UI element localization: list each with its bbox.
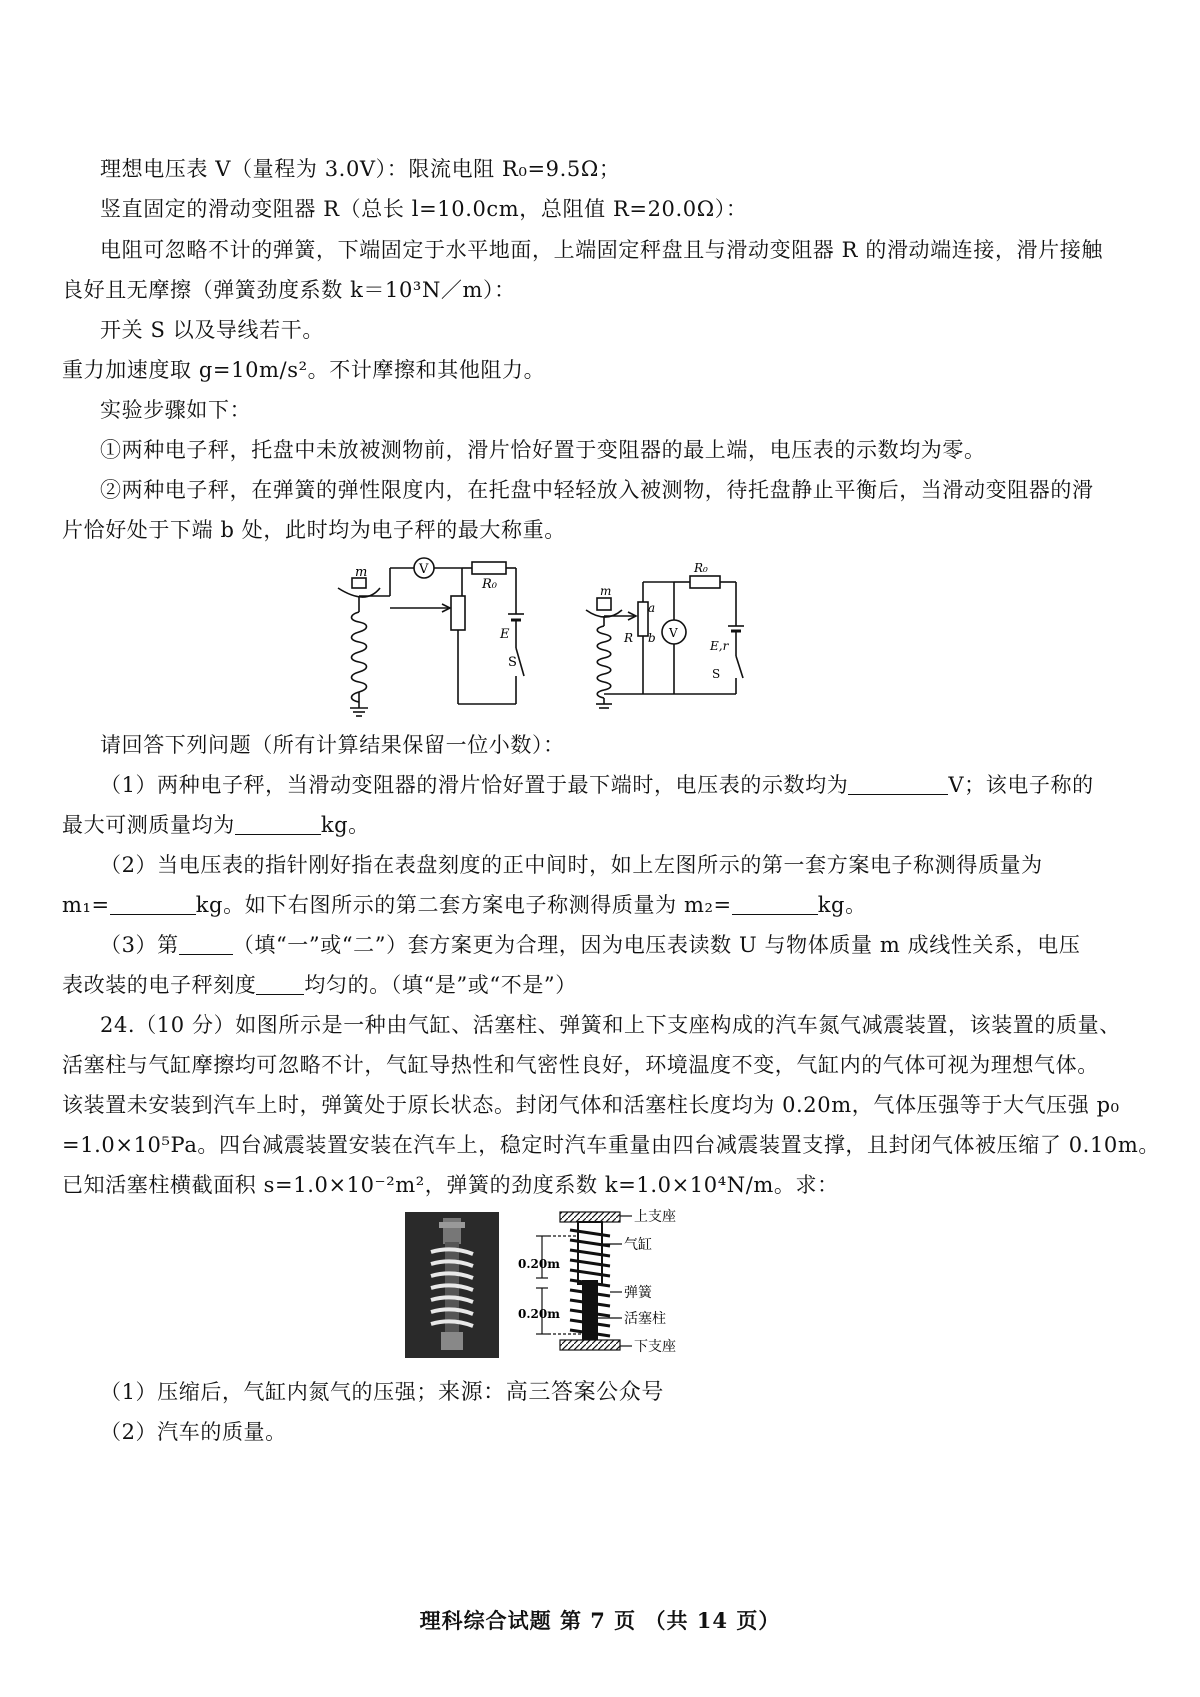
question-2-line-1: （2）当电压表的指针刚好指在表盘刻度的正中间时，如上左图所示的第一套方案电子称测得质量为 [100, 853, 1043, 877]
label-bottom-support: 下支座 [634, 1339, 676, 1355]
right-circuit-diagram [582, 560, 757, 710]
gravity-line: 重力加速度取 g=10m/s²。不计摩擦和其他阻力。 [62, 358, 546, 382]
question-3-line-2: 表改装的电子秤刻度 均匀的。（填“是”或“不是”） [62, 973, 577, 997]
sub-question-2: （2）汽车的质量。 [100, 1420, 287, 1444]
rheostat-line: 竖直固定的滑动变阻器 R（总长 l=10.0cm，总阻值 R=20.0Ω）： [100, 197, 748, 221]
question-3-line-1: （3）第 （填“一”或“二”）套方案更为合理，因为电压表读数 U 与物体质量 m 成线性关系，电压 [100, 933, 1081, 957]
problem-24-line-1: 24.（10 分）如图所示是一种由气缸、活塞柱、弹簧和上下支座构成的汽车氮气减震装置，该装置的质量、 [100, 1013, 1121, 1037]
label-r0-right: R₀ [694, 561, 708, 575]
question-1-line-2: 最大可测质量均为 kg。 [62, 813, 370, 837]
answer-blank [110, 894, 196, 915]
step-2-cont: 片恰好处于下端 b 处，此时均为电子秤的最大称重。 [62, 518, 566, 542]
switch-line: 开关 S 以及导线若干。 [100, 318, 324, 342]
spring-line: 电阻可忽略不计的弹簧，下端固定于水平地面，上端固定秤盘且与滑动变阻器 R 的滑动端连接，滑片接触 [100, 238, 1103, 262]
label-a: a [648, 601, 656, 615]
answer-blank [732, 894, 818, 915]
label-m: m [355, 565, 368, 580]
answer-blank [848, 774, 948, 795]
problem-24-line-5: 已知活塞柱横截面积 s=1.0×10⁻²m²，弹簧的劲度系数 k=1.0×10⁴N/m。求： [62, 1173, 839, 1197]
label-m-right: m [600, 584, 612, 598]
answer-blank [235, 814, 321, 835]
problem-24-line-3: 该装置未安装到汽车上时，弹簧处于原长状态。封闭气体和活塞柱长度均为 0.20m，气体压强等于大气压强 p₀ [62, 1093, 1120, 1117]
questions-intro: 请回答下列问题（所有计算结果保留一位小数）： [100, 733, 565, 757]
left-circuit-diagram [330, 548, 540, 720]
label-switch-right: S [712, 667, 721, 681]
shock-absorber-photo [405, 1212, 499, 1358]
question-1-line-1: （1）两种电子秤，当滑动变阻器的滑片恰好置于最下端时，电压表的示数均为 V；该电子称的 [100, 773, 1094, 797]
page-footer: 理科综合试题 第 7 页 （共 14 页） [419, 1608, 781, 1633]
sub-question-1: （1）压缩后，气缸内氮气的压强；来源：高三答案公众号 [100, 1380, 664, 1405]
answer-blank [256, 974, 304, 995]
label-emf: E [500, 627, 510, 642]
label-length-lower: 0.20m [518, 1307, 560, 1321]
shock-absorber-schematic [514, 1206, 719, 1356]
label-voltmeter-right: V [669, 626, 678, 640]
problem-24-line-4: =1.0×10⁵Pa。四台减震装置安装在汽车上，稳定时汽车重量由四台减震装置支撑，且封闭气体被压缩了 0.10m。 [62, 1133, 1160, 1157]
label-r: R [624, 631, 634, 645]
voltmeter-line: 理想电压表 V（量程为 3.0V）：限流电阻 R₀=9.5Ω； [100, 157, 621, 181]
label-length-upper: 0.20m [518, 1257, 560, 1271]
label-piston: 活塞柱 [624, 1311, 666, 1327]
label-switch: S [508, 655, 517, 670]
question-2-line-2: m₁= kg。如下右图所示的第二套方案电子称测得质量为 m₂= kg。 [62, 893, 867, 917]
answer-blank [179, 934, 233, 955]
label-r0: R₀ [482, 577, 497, 592]
source-note: 来源：高三答案公众号 [437, 1380, 664, 1405]
problem-24-line-2: 活塞柱与气缸摩擦均可忽略不计，气缸导热性和气密性良好，环境温度不变，气缸内的气体可视为理想气体。 [62, 1053, 1099, 1077]
label-cylinder: 气缸 [624, 1237, 652, 1253]
label-er: E,r [710, 639, 729, 653]
label-top-support: 上支座 [634, 1209, 676, 1225]
label-b: b [648, 631, 656, 645]
spring-line-cont: 良好且无摩擦（弹簧劲度系数 k＝10³N／m）： [62, 278, 516, 302]
label-voltmeter: V [419, 562, 429, 577]
step-2: ②两种电子秤，在弹簧的弹性限度内，在托盘中轻轻放入被测物，待托盘静止平衡后，当滑动变阻器的滑 [100, 478, 1094, 502]
step-1: ①两种电子秤，托盘中未放被测物前，滑片恰好置于变阻器的最上端，电压表的示数均为零。 [100, 438, 986, 462]
steps-heading: 实验步骤如下： [100, 398, 252, 422]
label-spring: 弹簧 [624, 1285, 652, 1301]
